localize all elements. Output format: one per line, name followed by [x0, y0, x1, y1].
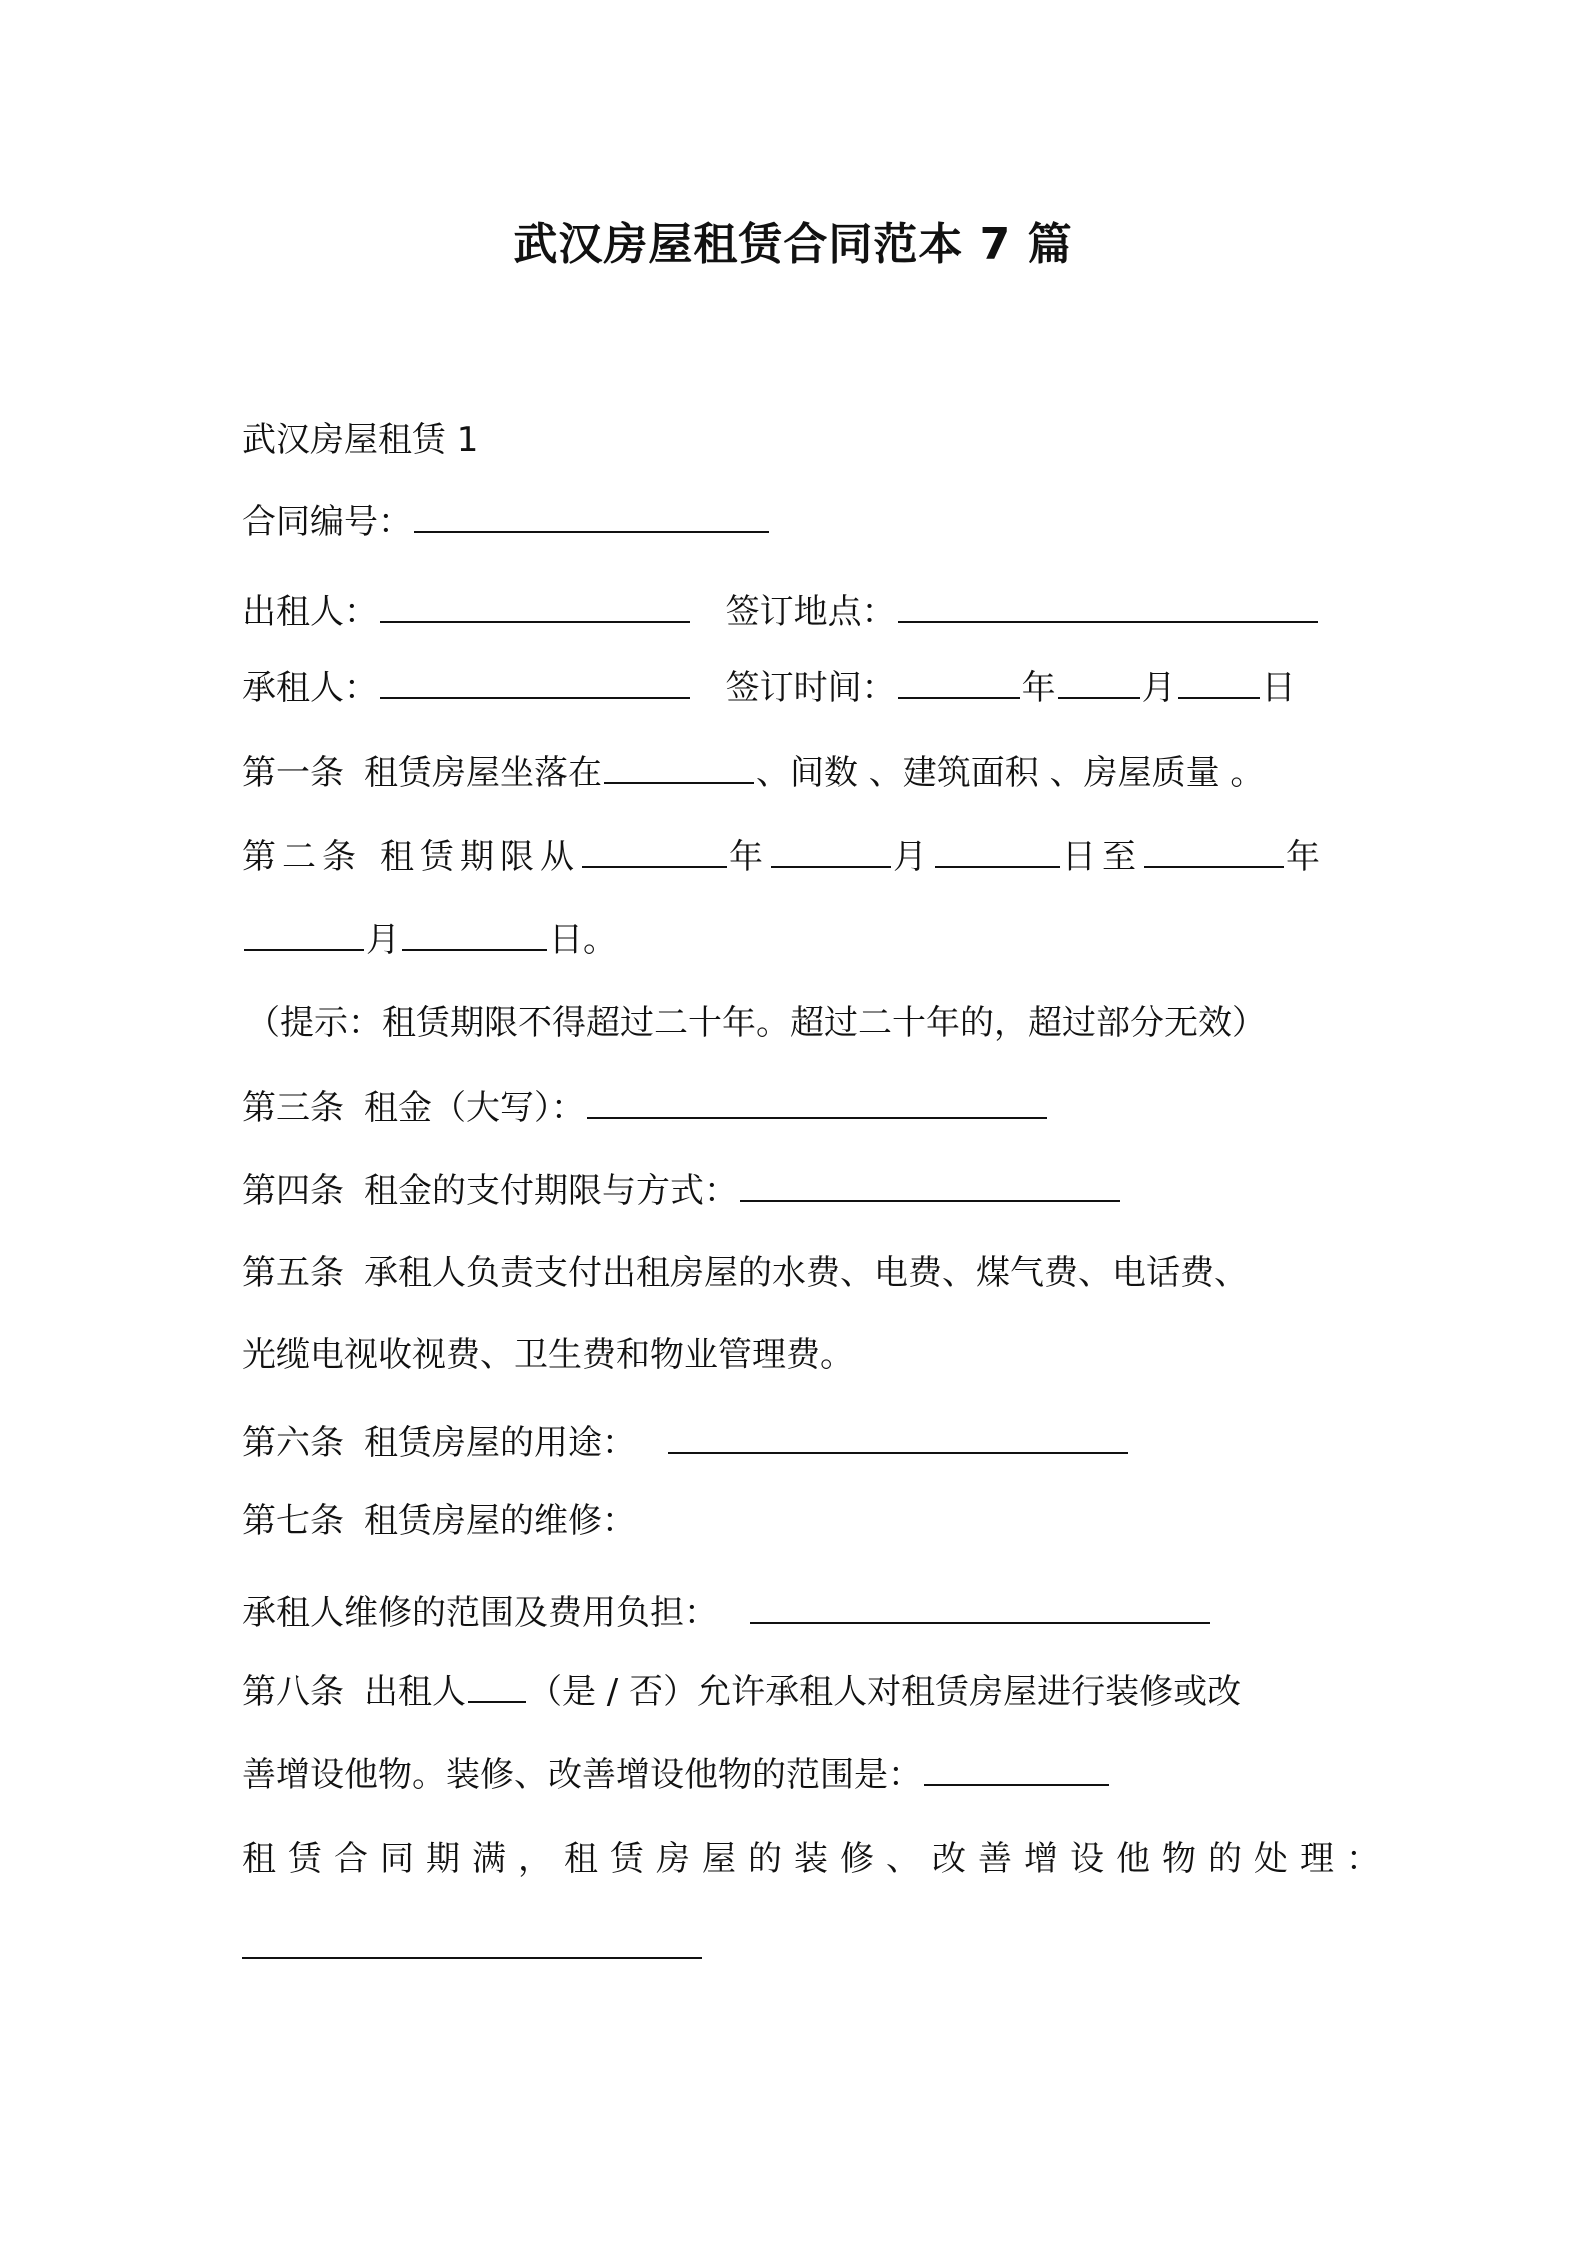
usage-blank	[668, 1418, 1128, 1454]
address-blank	[604, 748, 754, 784]
end-month-blank	[244, 915, 364, 951]
article-2-cont: 月 日。	[242, 915, 617, 965]
lessee-blank	[380, 663, 690, 699]
end-day-blank	[402, 915, 547, 951]
article-8-expiry: 租赁合同期满，租赁房屋的装修、改善增设他物的处理：	[242, 1839, 1392, 1879]
article-5: 第五条 承租人负责支付出租房屋的水费、电费、煤气费、电话费、	[242, 1253, 1248, 1293]
lessor-line: 出租人： 签订地点：	[242, 587, 1320, 637]
lessee-line: 承租人： 签订时间： 年 月 日	[242, 663, 1296, 713]
article-1: 第一条 租赁房屋坐落在 、间数 、建筑面积 、房屋质量 。	[242, 748, 1264, 798]
contract-number-line: 合同编号：	[242, 497, 771, 547]
article-4: 第四条 租金的支付期限与方式：	[242, 1166, 1122, 1216]
payment-method-blank	[740, 1166, 1120, 1202]
article-7-sub: 承租人维修的范围及费用负担：	[242, 1588, 1212, 1638]
renovation-handling-blank	[242, 1923, 702, 1959]
rent-amount-blank	[587, 1083, 1047, 1119]
article-8-expiry-blank-line	[242, 1923, 704, 1973]
repair-scope-blank	[750, 1588, 1210, 1624]
section-heading: 武汉房屋租赁 1	[242, 420, 479, 460]
article-3: 第三条 租金（大写）：	[242, 1083, 1049, 1133]
hint-line: （提示：租赁期限不得超过二十年。超过二十年的，超过部分无效）	[246, 1003, 1266, 1043]
start-day-blank	[935, 832, 1060, 868]
renovation-scope-blank	[924, 1750, 1109, 1786]
start-year-blank	[582, 832, 727, 868]
article-8: 第八条 出租人 （是 / 否）允许承租人对租赁房屋进行装修或改	[242, 1667, 1241, 1717]
permit-blank	[468, 1667, 526, 1703]
document-title: 武汉房屋租赁合同范本 7 篇	[513, 219, 1073, 270]
start-month-blank	[771, 832, 891, 868]
article-5-cont: 光缆电视收视费、卫生费和物业管理费。	[242, 1335, 854, 1375]
sign-place-blank	[898, 587, 1318, 623]
article-6: 第六条 租赁房屋的用途：	[242, 1418, 1130, 1468]
article-2: 第二条 租赁期限从 年 月 日至 年	[242, 832, 1326, 882]
end-year-blank	[1144, 832, 1284, 868]
sign-year-blank	[898, 663, 1020, 699]
sign-month-blank	[1058, 663, 1140, 699]
sign-day-blank	[1178, 663, 1260, 699]
contract-number-blank	[414, 497, 769, 533]
article-8-cont: 善增设他物。装修、改善增设他物的范围是：	[242, 1750, 1111, 1800]
article-7: 第七条 租赁房屋的维修：	[242, 1501, 636, 1541]
lessor-blank	[380, 587, 690, 623]
